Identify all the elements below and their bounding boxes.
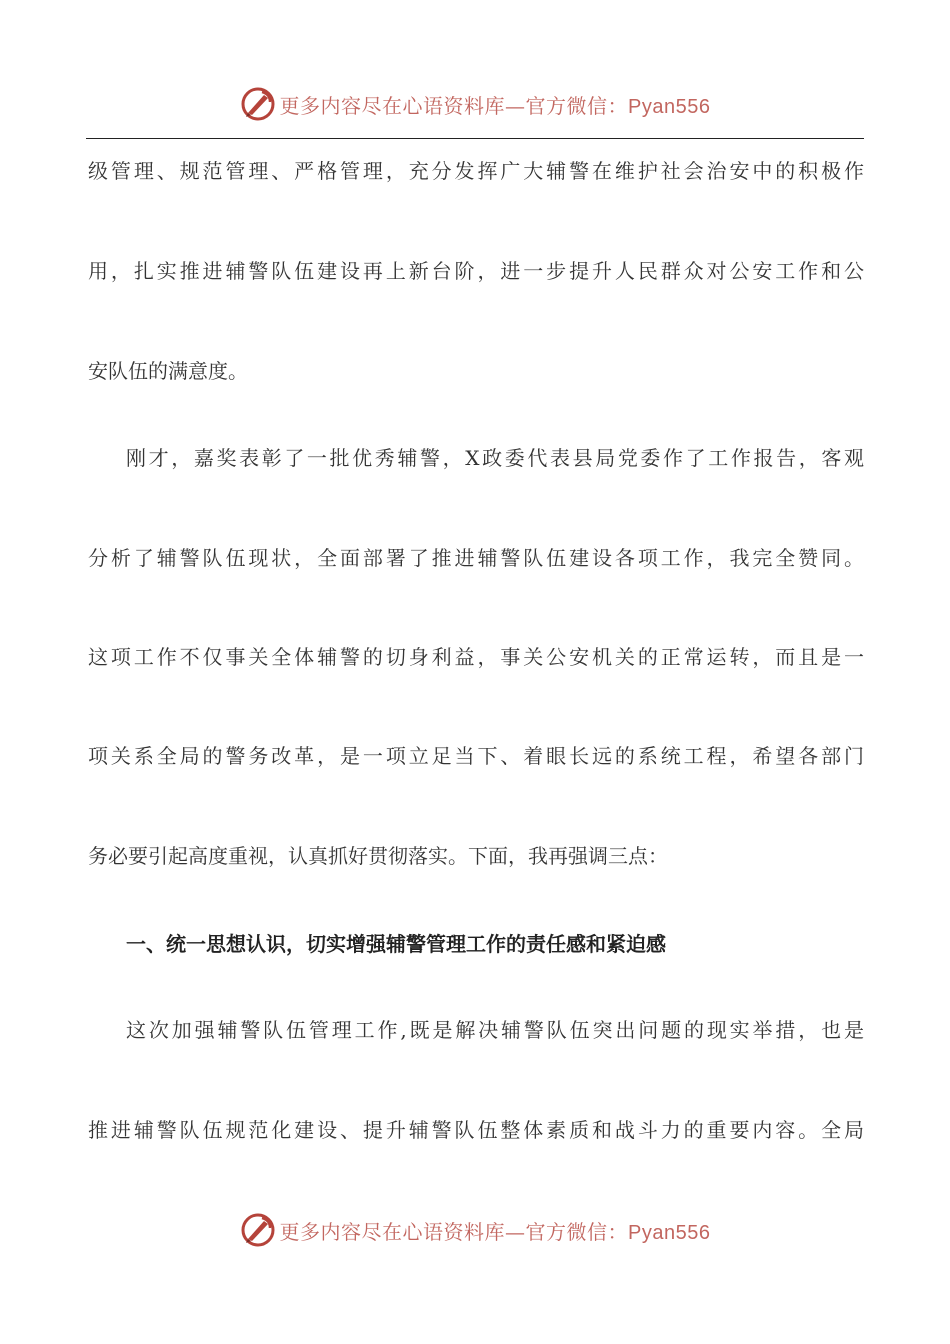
text-line: 这次加强辅警队伍管理工作,既是解决辅警队伍突出问题的现实举措，也是 bbox=[126, 1018, 864, 1042]
banner-text: 更多内容尽在心语资料库—官方微信：Pyan556 bbox=[279, 1219, 711, 1244]
text-line: 推进辅警队伍规范化建设、提升辅警队伍整体素质和战斗力的重要内容。全局 bbox=[88, 1118, 864, 1142]
header-banner bbox=[0, 80, 950, 128]
text-line: 分析了辅警队伍现状，全面部署了推进辅警队伍建设各项工作，我完全赞同。 bbox=[88, 546, 864, 570]
text-line: 安队伍的满意度。 bbox=[88, 359, 248, 383]
text-line: 这项工作不仅事关全体辅警的切身利益，事关公安机关的正常运转，而且是一 bbox=[88, 645, 864, 669]
text-line: 级管理、规范管理、严格管理，充分发挥广大辅警在维护社会治安中的积极作 bbox=[88, 159, 864, 183]
section-heading: 一、统一思想认识，切实增强辅警管理工作的责任感和紧迫感 bbox=[126, 932, 666, 956]
pen-logo-icon bbox=[240, 86, 276, 122]
text-line: 项关系全局的警务改革，是一项立足当下、着眼长远的系统工程，希望各部门 bbox=[88, 744, 864, 768]
footer-banner bbox=[0, 1206, 950, 1254]
text-line: 用，扎实推进辅警队伍建设再上新台阶，进一步提升人民群众对公安工作和公 bbox=[88, 259, 864, 283]
wechat-handle: Pyan556 bbox=[628, 95, 711, 118]
header-divider bbox=[86, 138, 864, 139]
text-line: 务必要引起高度重视，认真抓好贯彻落实。下面，我再强调三点： bbox=[88, 844, 668, 868]
text-line: 刚才，嘉奖表彰了一批优秀辅警，X政委代表县局党委作了工作报告，客观 bbox=[126, 446, 864, 470]
banner-text: 更多内容尽在心语资料库—官方微信：Pyan556 bbox=[279, 93, 711, 118]
wechat-handle: Pyan556 bbox=[628, 1221, 711, 1244]
pen-logo-icon bbox=[240, 1212, 276, 1248]
